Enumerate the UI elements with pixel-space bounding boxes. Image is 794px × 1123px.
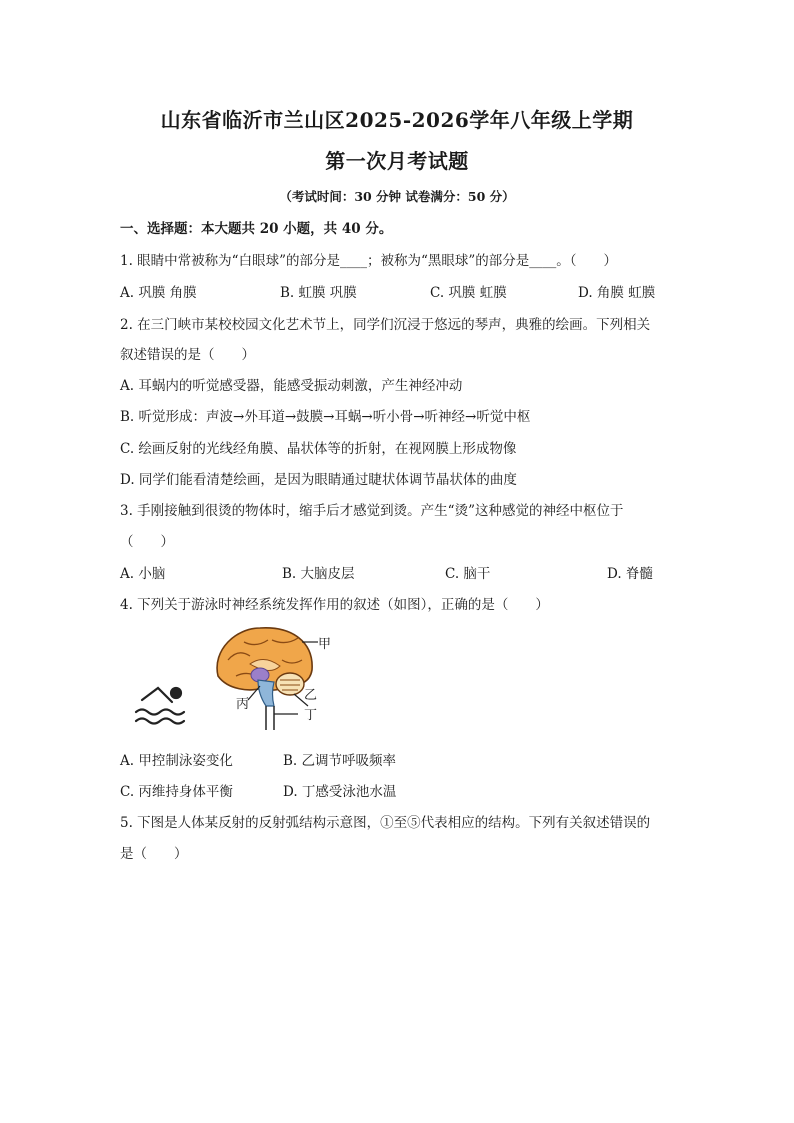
question-3-option-b[interactable]: B. 大脑皮层 <box>282 566 355 582</box>
question-2-stem-line1: 2. 在三门峡市某校校园文化艺术节上，同学们沉浸于悠远的琴声，典雅的绘画。下列相关 <box>120 317 651 333</box>
cerebellum-shape <box>276 673 304 695</box>
figure-label-ding: 丁 <box>304 708 318 723</box>
question-4-option-b[interactable]: B. 乙调节呼吸频率 <box>283 753 397 769</box>
figure-label-yi: 乙 <box>304 688 318 703</box>
question-3-stem-line2: （ ） <box>120 534 174 550</box>
question-4-option-c[interactable]: C. 丙维持身体平衡 <box>120 784 233 800</box>
exam-info: （考试时间：30 分钟 试卷满分：50 分） <box>279 189 515 204</box>
question-1-option-c[interactable]: C. 巩膜 虹膜 <box>430 285 507 301</box>
question-4-option-d[interactable]: D. 丁感受泳池水温 <box>283 784 397 800</box>
question-3-stem-line1: 3. 手刚接触到很烫的物体时，缩手后才感觉到烫。产生“烫”这种感觉的神经中枢位于 <box>120 503 624 519</box>
question-5-stem-line1: 5. 下图是人体某反射的反射弧结构示意图，①至⑤代表相应的结构。下列有关叙述错误的 <box>120 815 651 831</box>
question-4-stem: 4. 下列关于游泳时神经系统发挥作用的叙述（如图），正确的是（ ） <box>120 597 549 613</box>
brain-figure <box>132 620 352 730</box>
question-2-option-d[interactable]: D. 同学们能看清楚绘画，是因为眼睛通过睫状体调节晶状体的曲度 <box>120 472 517 488</box>
question-1-stem: 1. 眼睛中常被称为“白眼球”的部分是____；被称为“黑眼球”的部分是____。（ ） <box>120 253 618 269</box>
exam-title-line1: 山东省临沂市兰山区2025-2026学年八年级上学期 <box>160 108 634 132</box>
question-3-option-d[interactable]: D. 脊髓 <box>607 566 653 582</box>
question-1-option-d[interactable]: D. 角膜 虹膜 <box>578 285 656 301</box>
spinal-cord-shape <box>266 706 274 730</box>
question-1-option-a[interactable]: A. 巩膜 角膜 <box>120 285 197 301</box>
exam-title-line2: 第一次月考试题 <box>325 149 469 173</box>
question-3-option-c[interactable]: C. 脑干 <box>445 566 491 582</box>
question-4-option-a[interactable]: A. 甲控制泳姿变化 <box>120 753 233 769</box>
section-heading: 一、选择题：本大题共 20 小题，共 40 分。 <box>120 221 393 237</box>
figure-label-bing: 丙 <box>236 697 250 712</box>
question-2-stem-line2: 叙述错误的是（ ） <box>120 347 255 363</box>
question-5-stem-line2: 是（ ） <box>120 846 188 862</box>
question-2-option-b[interactable]: B. 听觉形成：声波→外耳道→鼓膜→耳蜗→听小骨→听神经→听觉中枢 <box>120 409 531 425</box>
question-2-option-a[interactable]: A. 耳蜗内的听觉感受器，能感受振动刺激，产生神经冲动 <box>120 378 463 394</box>
brainstem-shape <box>258 680 274 706</box>
swimmer-icon <box>136 688 184 724</box>
figure-label-jia: 甲 <box>318 637 332 652</box>
question-2-option-c[interactable]: C. 绘画反射的光线经角膜、晶状体等的折射，在视网膜上形成物像 <box>120 441 517 457</box>
question-3-option-a[interactable]: A. 小脑 <box>120 566 166 582</box>
question-1-option-b[interactable]: B. 虹膜 巩膜 <box>280 285 357 301</box>
